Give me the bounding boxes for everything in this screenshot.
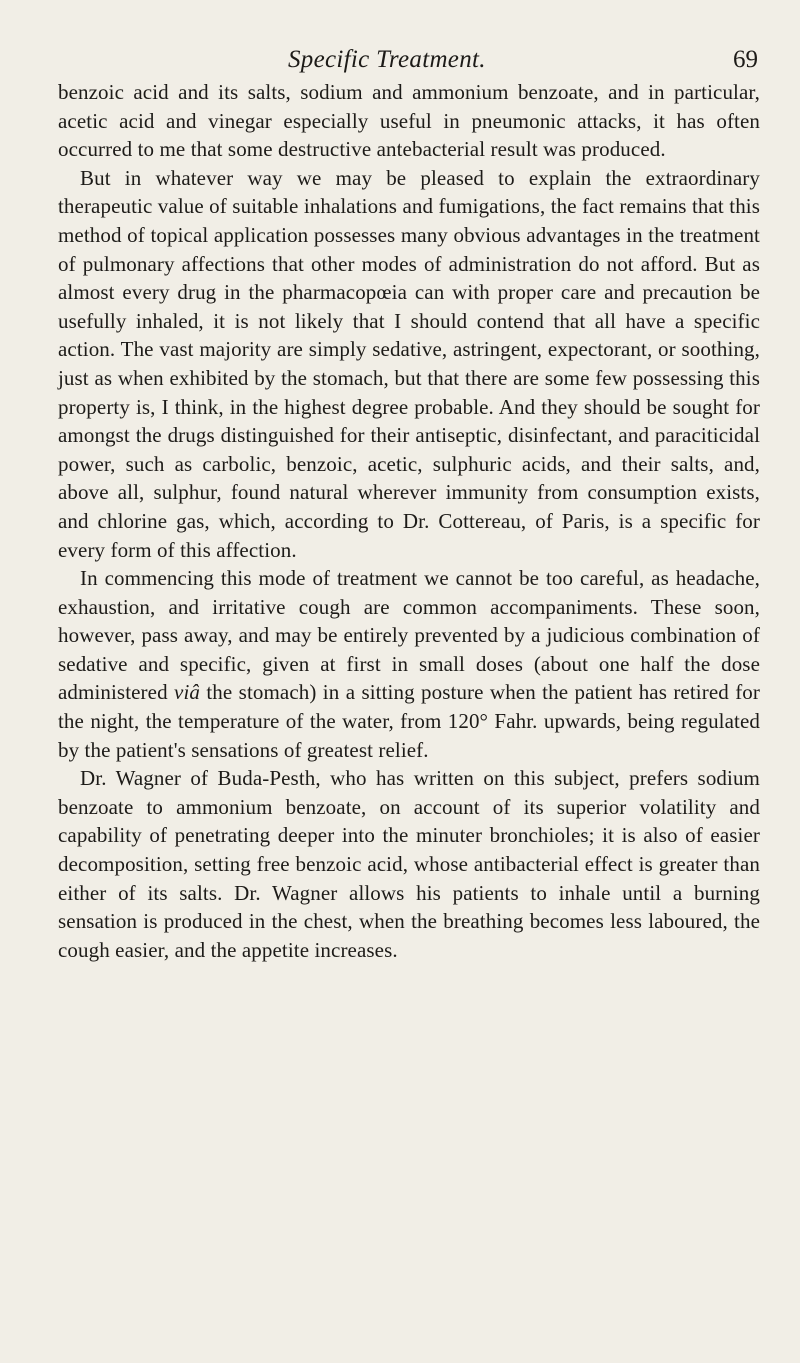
paragraph-text: Dr. Wagner of Buda-Pesth, who has written on this subject, prefers sodium benzoate to ammonium benzoate, on account of its superior volatility and capability of penetrating deeper into the minuter bronchioles; it is also of easier decomposition, setting free benzoic acid, whose antibacterial effect is greater than either of its salts. Dr. Wagner allows his patients to inhale until a burning sensation is produced in the chest, when the breathing becomes less laboured, the cough easier, and the appetite increases. (58, 766, 760, 962)
paragraph-text: In commencing this mode of treatment we cannot be too careful, as headache, exhaustion, and irritative cough are common accompaniments. These soon, however, pass away, and may be entirely prevented by a judicious combination of sedative and specific, given at first in small doses (about one half the dose administered (58, 566, 760, 705)
paragraph-commencing-treatment (58, 564, 760, 764)
paragraph-dr-wagner (58, 764, 760, 964)
page-number: 69 (733, 46, 758, 73)
paragraph-continuation (58, 78, 760, 164)
paragraph-text: benzoic acid and its salts, sodium and ammonium benzoate, and in particular, acetic acid and vinegar especially useful in pneumonic attacks, it has often occurred to me that some destructive antebacterial result was produced. (58, 80, 760, 162)
paragraph-text: the stomach) in a sitting posture when the patient has retired for the night, the temperature of the water, from 120° Fahr. upwards, being regulated by the patient's sensations of greatest relief. (58, 680, 760, 762)
paragraph-inhalation-advantages (58, 164, 760, 564)
italic-term: viâ (174, 680, 200, 705)
running-head (58, 0, 760, 78)
paragraph-text: But in whatever way we may be pleased to explain the extraordinary therapeutic value of suitable inhalations and fumigations, the fact remains that this method of topical application possesses many obvious advantages in the treatment of pulmonary affections that other modes of administration do not afford. But as almost every drug in the pharmacopœia can with proper care and precaution be usefully inhaled, it is not likely that I should contend that all have a specific action. The vast majority are simply sedative, astringent, expectorant, or soothing, just as when exhibited by the stomach, but that there are some few possessing this property is, I think, in the highest degree probable. And they should be sought for amongst the drugs distinguished for their antiseptic, disinfectant, and paraciticidal power, such as carbolic, benzoic, acetic, sulphuric acids, and their salts, and, above all, sulphur, found natural wherever immunity from consumption exists, and chlorine gas, which, according to Dr. Cottereau, of Paris, is a specific for every form of this affection. (58, 165, 760, 562)
body-text (58, 78, 760, 964)
running-title: Specific Treatment. (288, 46, 486, 73)
